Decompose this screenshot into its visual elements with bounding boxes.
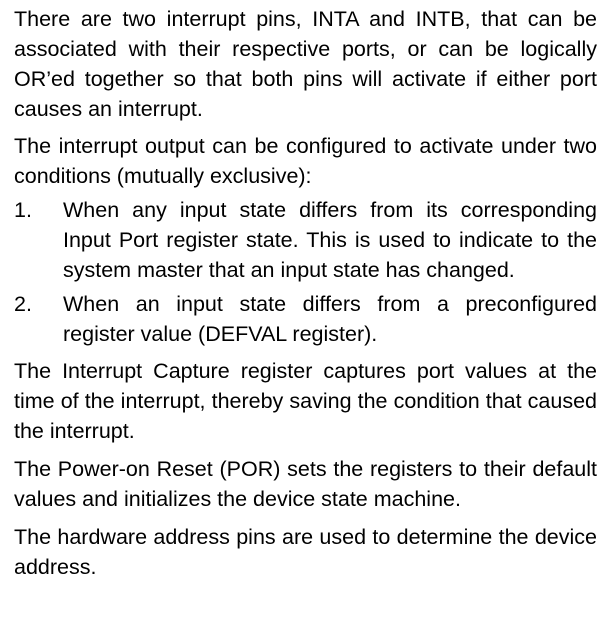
list-item-text: When an input state differs from a preconfigured register value (DEFVAL register). <box>63 292 597 346</box>
paragraph-power-on-reset: The Power-on Reset (POR) sets the registers to their default values and initializes the device state machine. <box>14 457 597 511</box>
document-page <box>14 0 597 582</box>
conditions-list <box>14 195 597 349</box>
list-item <box>14 195 597 285</box>
paragraph-hardware-address: The hardware address pins are used to determine the device address. <box>14 525 597 579</box>
list-item-text: When any input state differs from its corresponding Input Port register state. This is used to indicate to the system master that an input state has changed. <box>63 198 597 282</box>
list-item-number: 2. <box>14 292 32 316</box>
list-item <box>14 289 597 349</box>
paragraph-interrupt-capture: The Interrupt Capture register captures port values at the time of the interrupt, thereby saving the condition that caused the interrupt. <box>14 359 597 443</box>
paragraph-interrupt-output: The interrupt output can be configured to activate under two conditions (mutually exclusive): <box>14 134 597 188</box>
list-item-number: 1. <box>14 198 32 222</box>
paragraph-interrupt-pins: There are two interrupt pins, INTA and INTB, that can be associated with their respective ports, or can be logically OR’ed together so that both pins will activate if either port causes an interrupt. <box>14 7 597 121</box>
